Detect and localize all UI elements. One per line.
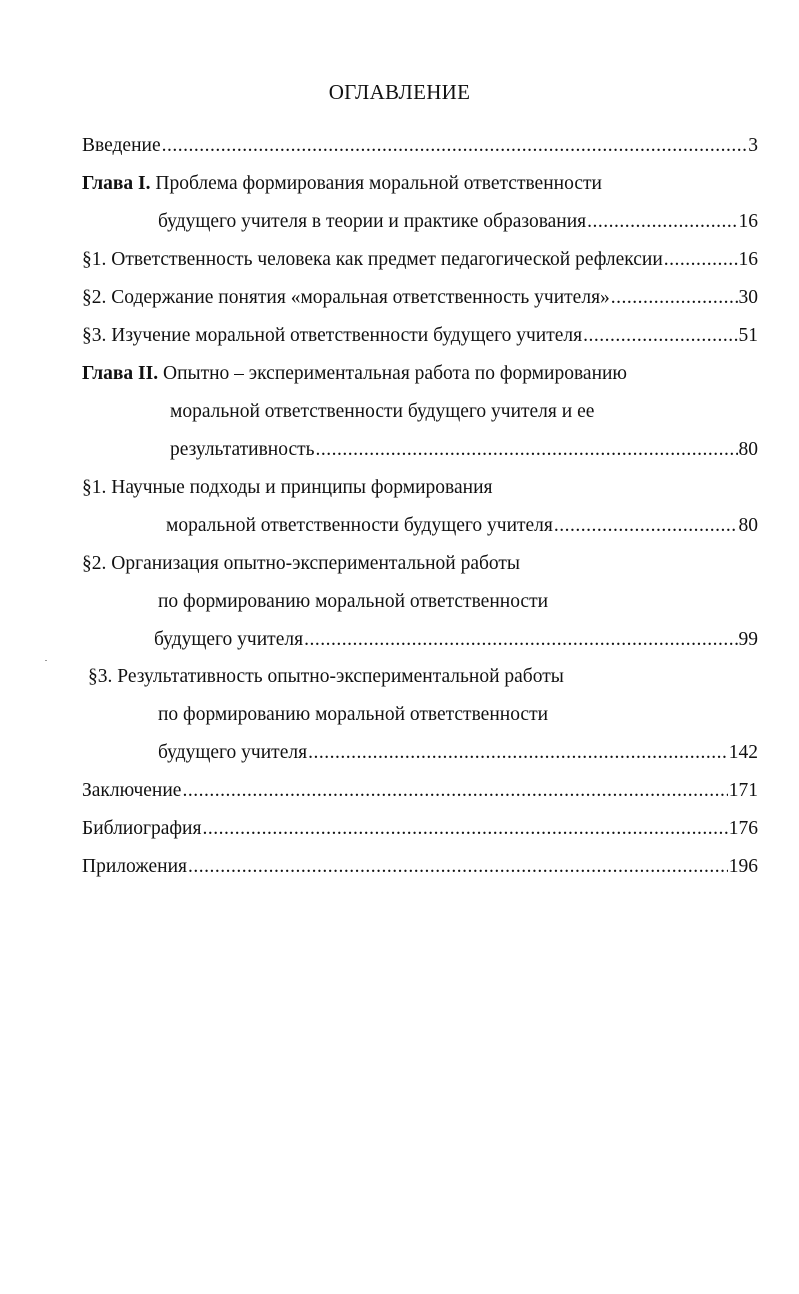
toc-section-1-2 — [82, 286, 758, 310]
toc-entry-text: будущего учителя — [154, 629, 304, 650]
toc-entry-text: Проблема формирования моральной ответственности — [155, 173, 602, 194]
toc-section-1-3 — [82, 324, 758, 348]
toc-section-2-1-continuation — [166, 514, 758, 538]
toc-entry-appendices — [82, 855, 758, 879]
dot-leader — [304, 628, 737, 652]
toc-section-2-2-continuation — [158, 590, 548, 614]
dot-leader — [587, 210, 737, 234]
toc-page-number: 176 — [728, 818, 758, 839]
toc-entry-text: будущего учителя в теории и практике образования — [158, 211, 587, 232]
dot-leader — [583, 324, 737, 348]
dot-leader — [188, 855, 728, 879]
toc-page-number: 196 — [728, 856, 758, 877]
toc-entry-text: §2. Организация опытно-экспериментальной работы — [82, 553, 521, 574]
toc-entry-text: моральной ответственности будущего учителя — [166, 515, 553, 536]
toc-section-2-3-continuation-end — [158, 741, 758, 765]
toc-entry-text: §2. Содержание понятия «моральная ответственность учителя» — [82, 287, 610, 308]
chapter-label: Глава II. — [82, 363, 159, 384]
dot-leader — [316, 438, 738, 462]
toc-chapter-1-heading — [82, 172, 602, 196]
dot-leader — [664, 248, 738, 272]
toc-page-number: 99 — [738, 629, 758, 650]
toc-entry-text: §3. Изучение моральной ответственности будущего учителя — [82, 325, 583, 346]
toc-entry-conclusion — [82, 779, 758, 803]
toc-entry-text: результативность — [170, 439, 315, 460]
toc-chapter-2-continuation — [170, 400, 594, 424]
toc-entry-text: §1. Научные подходы и принципы формирования — [82, 477, 493, 498]
toc-entry-text: по формированию моральной ответственности — [158, 704, 549, 725]
toc-entry-text: Библиография — [82, 818, 202, 839]
toc-entry-text: §1. Ответственность человека как предмет педагогической рефлексии — [82, 249, 663, 270]
toc-entry-text: Введение — [82, 135, 161, 156]
dot-leader — [202, 817, 727, 841]
toc-page-number: 16 — [738, 211, 758, 232]
toc-entry-text: моральной ответственности будущего учителя и ее — [170, 401, 595, 422]
toc-entry-text: по формированию моральной ответственности — [158, 591, 549, 612]
toc-entry-text: Опытно – экспериментальная работа по формированию — [162, 363, 628, 384]
toc-entry-text: будущего учителя — [158, 742, 308, 763]
toc-page-number: 142 — [728, 742, 758, 763]
toc-page-number: 16 — [738, 249, 758, 270]
toc-entry-text: Заключение — [82, 780, 182, 801]
toc-chapter-2-heading — [82, 362, 627, 386]
toc-page-number: 51 — [738, 325, 758, 346]
toc-section-2-2 — [82, 552, 520, 576]
toc-page-number: 80 — [738, 515, 758, 536]
toc-entry-introduction — [82, 134, 758, 158]
toc-page-number: 30 — [738, 287, 758, 308]
toc-entry-text: Приложения — [82, 856, 187, 877]
toc-page-number: 80 — [738, 439, 758, 460]
toc-page-number: 171 — [728, 780, 758, 801]
dot-leader — [182, 779, 727, 803]
toc-chapter-1-continuation — [158, 210, 758, 234]
toc-section-2-3 — [88, 665, 564, 689]
chapter-label: Глава I. — [82, 173, 151, 194]
toc-chapter-2-continuation-end — [170, 438, 758, 462]
scan-speck — [45, 660, 47, 661]
dot-leader — [554, 514, 738, 538]
toc-page-number: 3 — [748, 135, 758, 156]
dot-leader — [308, 741, 728, 765]
toc-entry-bibliography — [82, 817, 758, 841]
page-title: ОГЛАВЛЕНИЕ — [328, 80, 471, 104]
dot-leader — [611, 286, 738, 310]
toc-section-2-2-continuation-end — [154, 628, 758, 652]
toc-section-2-1 — [82, 476, 492, 500]
toc-section-2-3-continuation — [158, 703, 548, 727]
toc-entry-text: §3. Результативность опытно-экспериментальной работы — [88, 666, 564, 687]
toc-section-1-1 — [82, 248, 758, 272]
dot-leader — [162, 134, 748, 158]
